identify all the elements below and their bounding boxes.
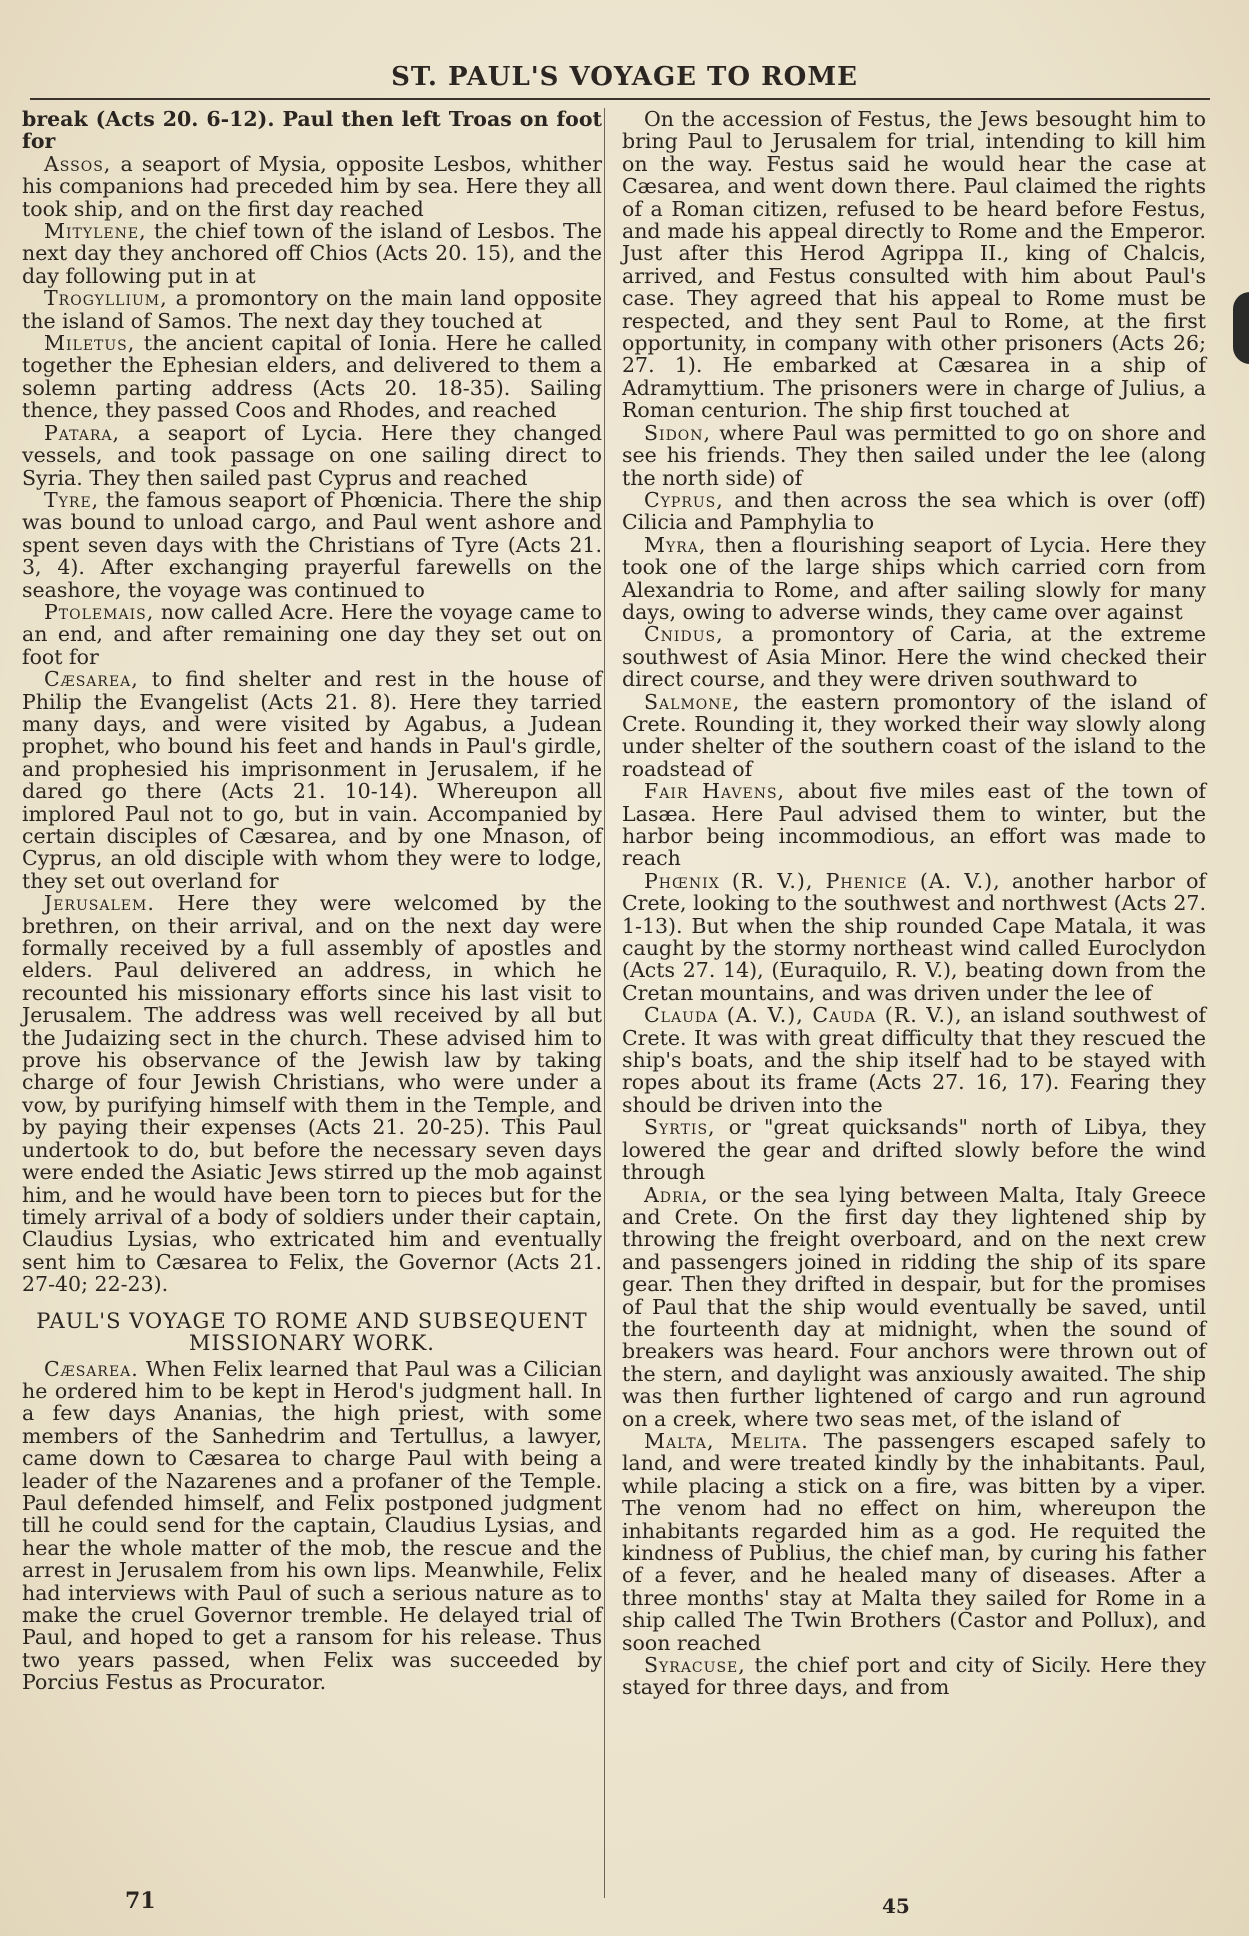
paragraph: Clauda (A. V.), Cauda (R. V.), an island southwest of Crete. It was with great difficulty that they rescued the ship's boats, and the ship itself had to be stayed with ropes about its frame (Acts 27. 16, 17). Fearing they should be driven into the	[622, 1003, 1207, 1117]
paragraph: Phœnix (R. V.), Phenice (A. V.), another harbor of Crete, looking to the southwest and northwest (Acts 27. 1-13). But when the ship rounded Cape Matala, it was caught by the stormy northeast wind called Euroclydon (Acts 27. 14), (Euraquilo, R. V.), beating down from the Cretan mountains, and was driven under the lee of	[622, 868, 1206, 1005]
place-term: Salmone,	[644, 689, 741, 714]
column-divider	[604, 108, 605, 1898]
place-term: Patara,	[44, 420, 120, 445]
place-term: Fair Havens,	[644, 779, 786, 804]
place-term: Clauda (A. V.), Cauda (R. V.),	[644, 1003, 963, 1028]
place-term: Adria,	[644, 1182, 709, 1207]
paragraph: Jerusalem. Here they were welcomed by the brethren, on their arrival, and on the next day were formally received by a full assembly of apostles and elders. Paul delivered an address, in which he recounted his missionary efforts since his last visit to Jerusalem. The address was well received by all but the Judaizing sect in the church. These advised him to prove his observance of the Jewish law by taking charge of four Jewish Christians, who were under a vow, by purifying himself with them in the Temple, and by paying their expenses (Acts 21. 20-25). This Paul undertook to do, but before the necessary seven days were ended the Asiatic Jews stirred up the mob against him, and he would have been torn to pieces but for the timely arrival of a body of soldiers under their captain, Claudius Lysias, who extricated him and eventually sent him to Cæsarea to Felix, the Governor (Acts 21. 27-40; 22-23).	[22, 891, 602, 1297]
paragraph: On the accession of Festus, the Jews besought him to bring Paul to Jerusalem for trial, intending to kill him on the way. Festus said he would hear the case at Cæsarea, and went down there. Paul claimed the rights of a Roman citizen, refused to be heard before Festus, and made his appeal directly to Rome and the Emperor. Just after this Herod Agrippa II., king of Chalcis, arrived, and Festus consulted with him about Paul's case. They agreed that his appeal to Rome must be respected, and they sent Paul to Rome, at the first opportunity, in company with other prisoners (Acts 26; 27. 1). He embarked at Cæsarea in a ship of Adramyttium. The prisoners were in charge of Julius, a Roman centurion. The ship first touched at	[622, 107, 1206, 423]
paragraph: Malta, Melita. The passengers escaped safely to land, and were treated kindly by the inhabitants. Paul, while placing a stick on a fire, was bitten by a viper. The venom had no effect on him, whereupon the inhabitants regarded him as a god. He requited the kindness of Publius, the chief man, by curing his father of a fever, and he healed many of diseases. After a three months' stay at Malta they sailed for Rome in a ship called The Twin Brothers (Castor and Pollux), and soon reached	[622, 1428, 1207, 1655]
paragraph: Mitylene, the chief town of the island of Lesbos. The next day they anchored off Chios (Acts 20. 15), and the day following put in at	[22, 219, 602, 288]
paragraph: Trogyllium, a promontory on the main land opposite the island of Samos. The next day they touched at	[22, 286, 602, 333]
paragraph: Ptolemais, now called Acre. Here the voyage came to an end, and after remaining one day they set out on foot for	[22, 599, 602, 669]
paragraph: Sidon, where Paul was permitted to go on shore and see his friends. They then sailed under the lee (along the north side) of	[622, 420, 1206, 490]
place-term: Malta, Melita.	[644, 1428, 809, 1453]
place-term: Cæsarea.	[44, 1356, 139, 1381]
paragraph: Cæsarea, to find shelter and rest in the house of Philip the Evangelist (Acts 21. 8). Here they tarried many days, and were visited by Agabus, a Judean prophet, who bound his feet and hands in Paul's girdle, and prophesied his imprisonment in Jerusalem, if he dared go there (Acts 21. 10-14). Whereupon all implored Paul not to go, but in vain. Accompanied by certain disciples of Cæsarea, and by one Mnason, of Cyprus, an old disciple with whom they were to lodge, they set out overland for	[22, 667, 602, 893]
place-term: Assos,	[44, 151, 112, 176]
place-term: Syrtis,	[644, 1115, 716, 1140]
paragraph: Patara, a seaport of Lycia. Here they changed vessels, and took passage on one sailing direct to Syria. They then sailed past Cyprus and reached	[22, 420, 602, 490]
place-term: Myra,	[644, 532, 707, 557]
paragraph: Syracuse, the chief port and city of Sicily. Here they stayed for three days, and from	[622, 1653, 1206, 1700]
paragraph: break (Acts 20. 6-12). Paul then left Troas on foot for	[22, 107, 602, 154]
place-term: Syracuse,	[644, 1653, 746, 1678]
paragraph: Myra, then a flourishing seaport of Lycia. Here they took one of the large ships which carried corn from Alexandria to Rome, and after sailing slowly for many days, owing to adverse winds, they came over against	[622, 532, 1206, 624]
place-term: Miletus,	[44, 331, 136, 356]
left-column	[22, 108, 602, 1694]
place-term: Cnidus,	[644, 622, 724, 647]
place-term: Cyprus,	[644, 487, 724, 512]
place-term: Ptolemais,	[44, 599, 155, 624]
thumb-index-tab	[1233, 292, 1249, 364]
paragraph: Fair Havens, about five miles east of the town of Lasæa. Here Paul advised them to winter, but the harbor being incommodious, an effort was made to reach	[622, 779, 1206, 871]
section-title: PAUL'S VOYAGE TO ROME AND SUBSEQUENT MISSIONARY WORK.	[36, 1308, 588, 1355]
paragraph: Salmone, the eastern promontory of the island of Crete. Rounding it, they worked their way slowly along under shelter of the southern coast of the island to the roadstead of	[622, 689, 1206, 781]
paragraph: Miletus, the ancient capital of Ionia. Here he called together the Ephesian elders, and delivered to them a solemn parting address (Acts 20. 18-35). Sailing thence, they passed Coos and Rhodes, and reached	[22, 331, 602, 423]
place-term: Mitylene,	[44, 219, 147, 244]
page-number-right: 45	[882, 1894, 910, 1918]
place-term: Trogyllium,	[44, 286, 168, 311]
paragraph: Cæsarea. When Felix learned that Paul was a Cilician he ordered him to be kept in Herod's judgment hall. In a few days Ananias, the high priest, with some members of the Sanhedrim and Tertullus, a lawyer, came down to Cæsarea to charge Paul with being a leader of the Nazarenes and a profaner of the Temple. Paul defended himself, and Felix postponed judgment till he could send for the captain, Claudius Lysias, and hear the whole matter of the mob, the rescue and the arrest in Jerusalem from his own lips. Meanwhile, Felix had interviews with Paul of such a serious nature as to make the cruel Governor tremble. He delayed trial of Paul, and hoped to get a ransom for his release. Thus two years passed, when Felix was succeeded by Porcius Festus as Procurator.	[22, 1356, 602, 1695]
page-number-left: 71	[125, 1888, 156, 1914]
paragraph: Cnidus, a promontory of Caria, at the extreme southwest of Asia Minor. Here the wind checked their direct course, and they were driven southward to	[622, 622, 1206, 692]
right-column	[622, 108, 1206, 1699]
paragraph: Syrtis, or "great quicksands" north of Libya, they lowered the gear and drifted slowly before the wind through	[622, 1115, 1206, 1185]
place-term: Phœnix (R. V.), Phenice (A. V.),	[644, 868, 1001, 893]
running-head: ST. PAUL'S VOYAGE TO ROME	[391, 62, 858, 92]
paragraph: Adria, or the sea lying between Malta, Italy Greece and Crete. On the first day they lightened ship by throwing the freight overboard, and on the next crew and passengers joined in ridding the ship of its spare gear. Then they drifted in despair, but for the promises of Paul that the ship would eventually be saved, until the fourteenth day at midnight, when the sound of breakers was heard. Four anchors were thrown out of the stern, and daylight was anxiously awaited. The ship was then further lightened of cargo and run aground on a creek, where two seas met, of the island of	[622, 1182, 1206, 1431]
paragraph: Assos, a seaport of Mysia, opposite Lesbos, whither his companions had preceded him by sea. Here they all took ship, and on the first day reached	[22, 151, 602, 221]
paragraph: Tyre, the famous seaport of Phœnicia. There the ship was bound to unload cargo, and Paul went ashore and spent seven days with the Christians of Tyre (Acts 21. 3, 4). After exchanging prayerful farewells on the seashore, the voyage was continued to	[22, 487, 602, 602]
place-term: Jerusalem.	[44, 891, 155, 916]
paragraph: Cyprus, and then across the sea which is over (off) Cilicia and Pamphylia to	[622, 487, 1206, 535]
place-term: Cæsarea,	[44, 667, 139, 692]
place-term: Tyre,	[44, 487, 100, 512]
place-term: Sidon,	[644, 420, 712, 445]
header-rule	[30, 98, 1210, 100]
